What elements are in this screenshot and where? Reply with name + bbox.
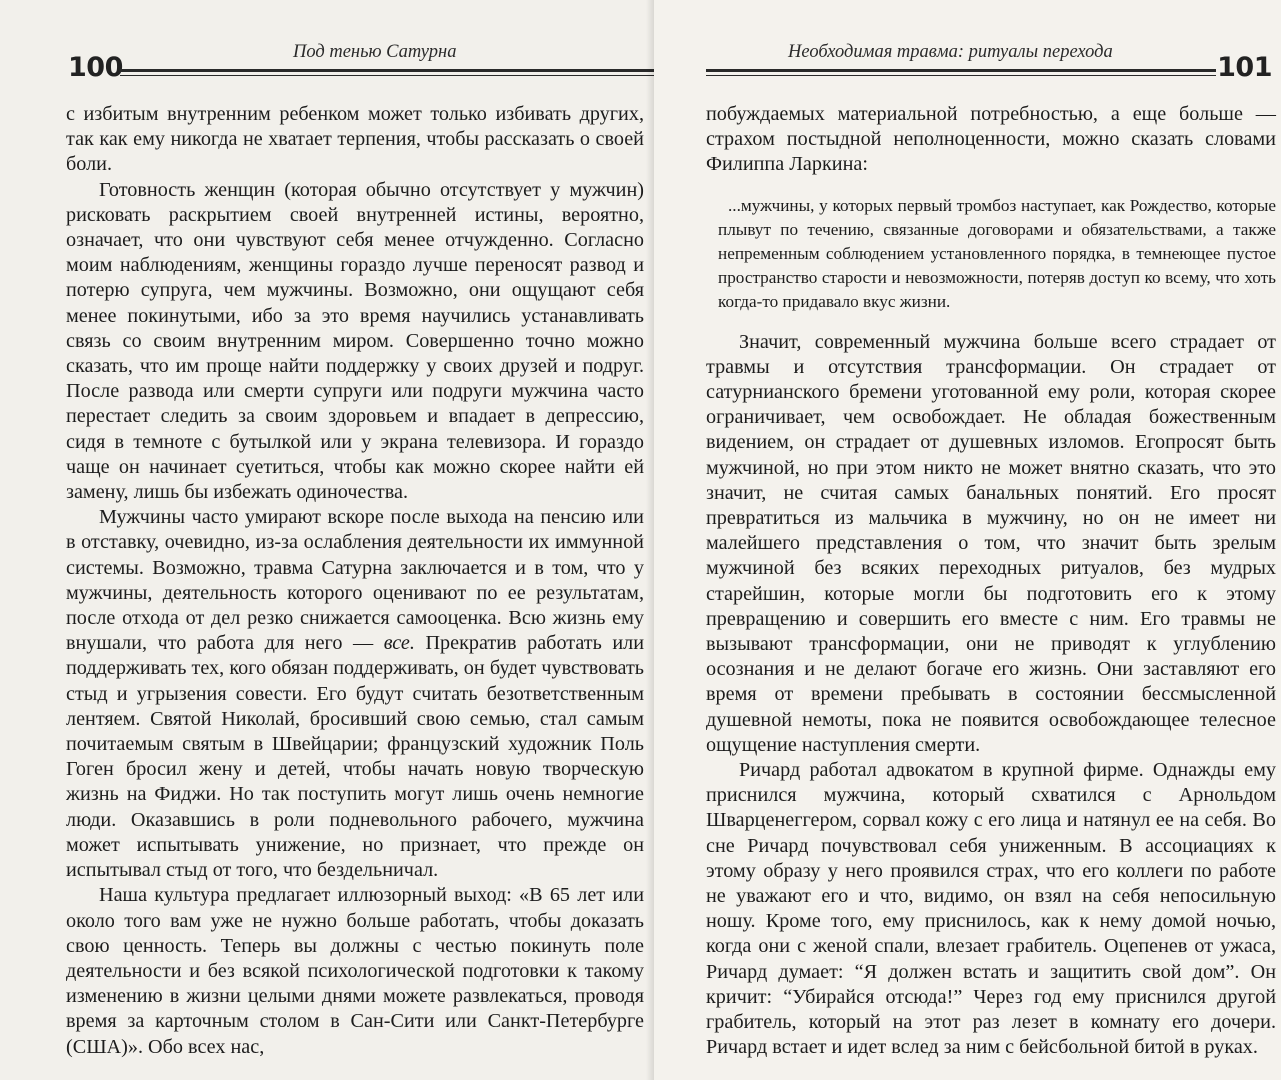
left-header-rule [120,69,658,72]
right-header-rule [706,69,1216,72]
paragraph [66,505,644,883]
right-page-header [706,36,1276,82]
paragraph: Ричард работал адвокатом в крупной фирме. Однажды ему приснился мужчина, который схватился с Арнольдом Шварценеггером, сорвал кожу с его лица и натянул ее на себя. Во сне Ричард почувствовал себя униженным. В ассоциациях к этому образу у него проявился страх, что его коллеги по работе не уважают его и что, видимо, он взял на себя непосильную ношу. Кроме того, ему приснилось, как к нему домой ночью, когда они с женой спали, влезает грабитель. Оцепенев от ужаса, Ричард думает: “Я должен встать и защитить свой дом”. Он кричит: “Убирайся отсюда!” Через год ему приснился другой грабитель, который на этот раз лезет в комнату его дочери. Ричард встает и идет вслед за ним с бейсбольной битой в руках. [706,759,1276,1059]
paragraph: с избитым внутренним ребенком может только избивать других, так как ему никогда не хватает терпения, чтобы рассказать о своей боли. [66,103,644,176]
paragraph: побуждаемых материальной потребностью, а еще больше — страхом постыдной неполноценности, можно сказать словами Филиппа Ларкина: [706,103,1276,176]
block-quote: ...мужчины, у которых первый тромбоз наступает, как Рождество, которые плывут по течению, связанные договорами и обязательствами, а также непременным соблюдением установленного порядка, в темнеющее пустое пространство старости и невозможности, потеряв доступ ко всему, что хоть когда-то придавало вкус жизни. [718,195,1276,311]
left-running-title: Под тенью Сатурна [293,42,457,62]
left-page-header [68,36,648,82]
text-run: Мужчины часто умирают вскоре после выхода на пенсию или в отставку, очевидно, из-за ослабления деятельности их иммунной системы. Возможно, травма Сатурна заключается и в том, что у мужчины, деятельность которого оценивают по ее результатам, после отхода от дел резко снижается самооценка. Всю жизнь ему внушали, что работа для него — [66,506,644,655]
paragraph: Значит, современный мужчина больше всего страдает от травмы и отсутствия трансформации. Он страдает от сатурнианского бремени уготованной ему роли, которая скорее ограничивает, чем освобождает. Не обладая божественным видением, он страдает от душевных изломов. Егопросят быть мужчиной, но при этом никто не может внятно сказать, что это значит, не считая самых банальных понятий. Его просят превратиться из мальчика в мужчину, но он не имеет ни малейшего представления о том, что значит быть зрелым мужчиной без всяких переходных ритуалов, без мудрых старейшин, которые могли бы подготовить его к этому превращению и совершить его вместе с ним. Его травмы не вызывают трансформации, они не приводят к углублению осознания и не делают богаче его жизнь. Они заставляют его время от времени пребывать в состоянии бессмысленной душевной немоты, пока не появится освобождающее телесное ощущение наступления смерти. [706,330,1276,756]
right-running-title: Необходимая травма: ритуалы перехода [788,42,1113,62]
paragraph: Готовность женщин (которая обычно отсутствует у мужчин) рисковать раскрытием своей внутренней истины, вероятно, означает, что они чувствуют себя менее отчужденно. Согласно моим наблюдениям, женщины гораздо лучше переносят развод и потерю супруга, чем мужчины. Возможно, они ощущают себя менее покинутыми, ибо за это время научились устанавливать связь со своим внутренним миром. Совершенно точно можно сказать, что им проще найти поддержку у своих друзей и подруг. После развода или смерти супруги или подруги мужчина часто перестает следить за своим здоровьем и впадает в депрессию, сидя в темноте с бутылкой или у экрана телевизора. И гораздо чаще он начинает суетиться, чтобы как можно скорее найти ей замену, лишь бы избежать одиночества. [66,178,644,504]
right-page-number: 101 [1217,52,1272,83]
right-body-text [706,102,1276,1061]
emphasis: все. [383,632,415,655]
paragraph: Наша культура предлагает иллюзорный выход: «В 65 лет или около того вам уже не нужно больше работать, чтобы доказать свою ценность. Теперь вы должны с честью покинуть поле деятельности и без всякой психологической подготовки к такому изменению в жизни целыми днями можете развлекаться, проводя время за карточным столом в Сан-Сити или Санкт-Петербурге (США)». Обо всех нас, [66,884,644,1058]
text-run: Прекратив работать или поддерживать тех, кого обязан поддерживать, он будет чувствовать стыд и угрызения совести. Его будут считать безответственным лентяем. Святой Николай, бросивший свою семью, стал самым почитаемым святым в Швейцарии; французский художник Поль Гоген бросил жену и детей, чтобы начать новую творческую жизнь на Фиджи. Но так поступить могут лишь очень немногие люди. Оказавшись в роли подневольного рабочего, мужчина может испытывать унижение, но признает, что прежде он испытывал стыд от того, что бездельничал. [66,632,645,882]
right-page [654,0,1281,1080]
left-body-text [66,102,644,1060]
left-page-number: 100 [68,52,123,83]
